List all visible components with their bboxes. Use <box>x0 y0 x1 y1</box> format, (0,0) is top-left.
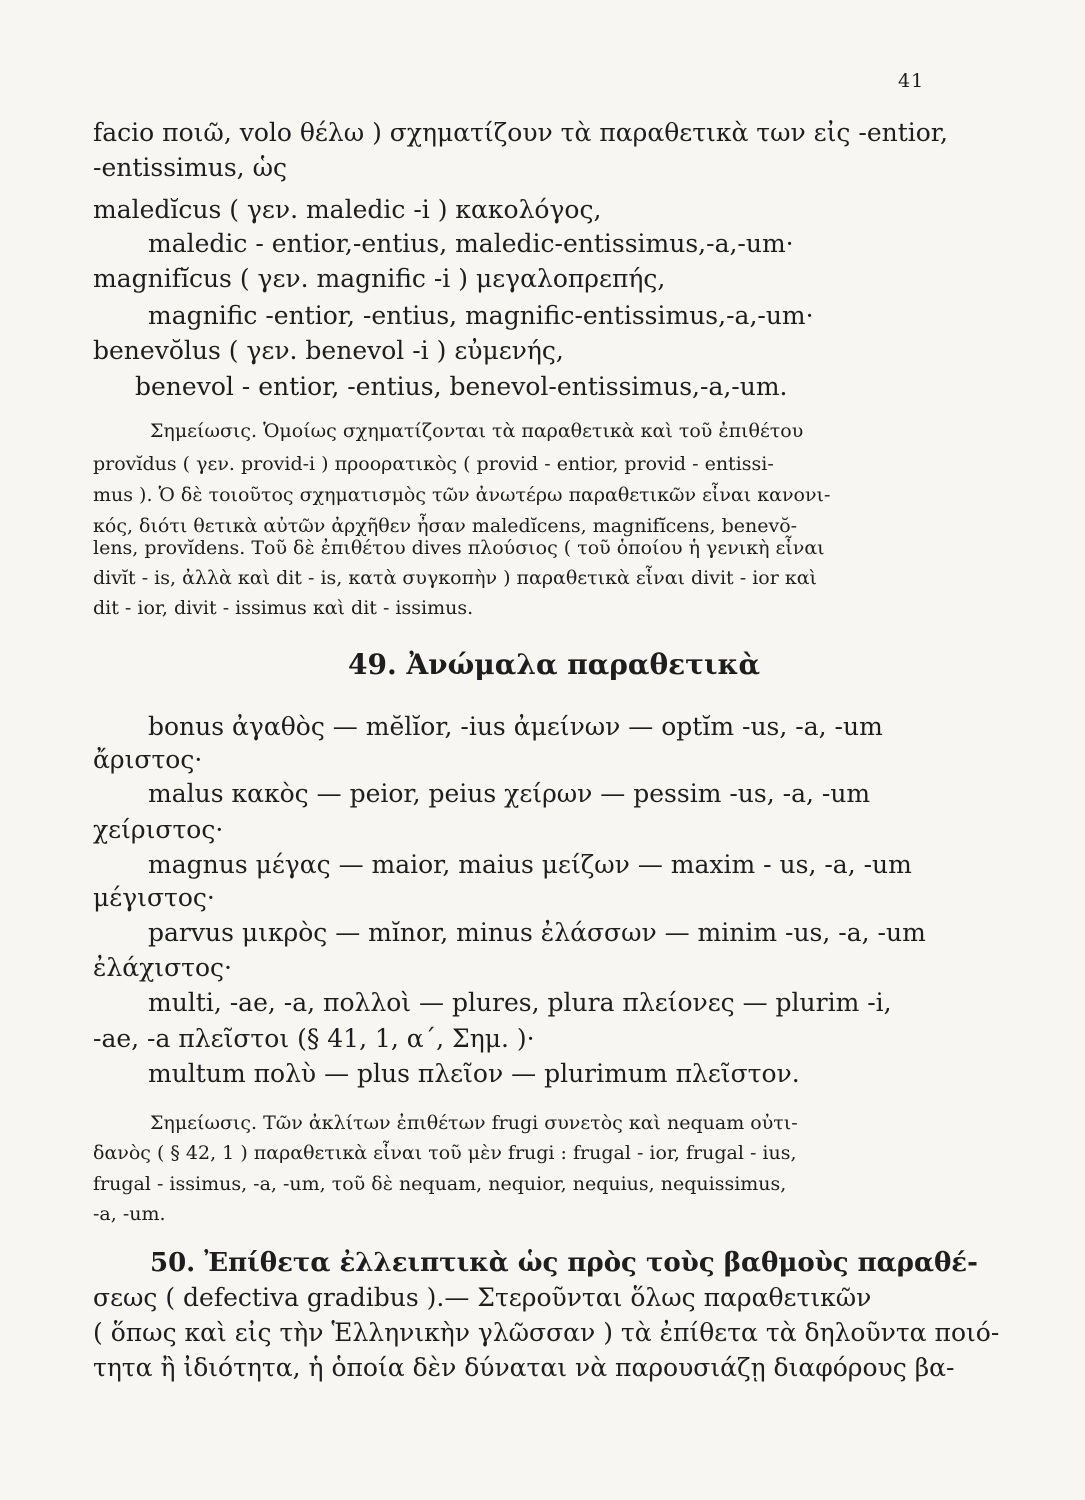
irregular-row: malus κακὸς — peior, peius χείρων — pessim -us, -a, -um <box>148 779 871 808</box>
irregular-row: bonus ἀγαθὸς — mĕlĭor, -ius ἀμείνων — optĭm -us, -a, -um <box>148 712 883 741</box>
text-line: benevŏlus ( γεν. benevol -i ) εὐμενής, <box>93 336 564 365</box>
note-line: Σημείωσις. Τῶν ἀκλίτων ἐπιθέτων frugi συνετὸς καὶ nequam οὐτι- <box>150 1112 798 1134</box>
note-line: dit - ior, divit - issimus καὶ dit - issimus. <box>93 597 474 619</box>
section-heading: 49. Ἀνώμαλα παραθετικὰ <box>348 648 761 681</box>
note-line: κός, διότι θετικὰ αὐτῶν ἀρχῆθεν ἦσαν maledĭcens, magnifĭcens, benevŏ- <box>93 515 798 537</box>
irregular-row: χείριστος· <box>93 815 224 844</box>
text-line: maledĭcus ( γεν. maledic -i ) κακολόγος, <box>93 195 602 224</box>
note-line: Σημείωσις. Ὁμοίως σχηματίζονται τὰ παραθετικὰ καὶ τοῦ ἐπιθέτου <box>150 420 804 442</box>
note-line: frugal - issimus, -a, -um, τοῦ δὲ nequam, nequior, nequius, nequissimus, <box>93 1173 787 1195</box>
note-line: -a, -um. <box>93 1203 166 1225</box>
text-line: facio ποιῶ, volo θέλω ) σχηματίζουν τὰ παραθετικὰ των εἰς -entior, <box>93 118 948 147</box>
irregular-row: multi, -ae, -a, πολλοὶ — plures, plura πλείονες — plurim -i, <box>148 988 892 1017</box>
irregular-row: μέγιστος· <box>93 883 215 912</box>
text-line: -entissimus, ὡς <box>93 153 287 182</box>
note-line: divĭt - is, ἀλλὰ καὶ dit - is, κατὰ συγκοπὴν ) παραθετικὰ εἶναι divit - ior καὶ <box>93 567 817 589</box>
section-text-line: ( ὅπως καὶ εἰς τὴν Ἑλληνικὴν γλῶσσαν ) τὰ ἐπίθετα τὰ δηλοῦντα ποιό- <box>93 1318 1000 1347</box>
text-line: maledic - entior,-entius, maledic-entissimus,-a,-um· <box>148 229 794 258</box>
section-text-line: σεως ( defectiva gradibus ).— Στεροῦνται ὅλως παραθετικῶν <box>93 1283 872 1312</box>
irregular-row: magnus μέγας — maior, maius μείζων — maxim - us, -a, -um <box>148 850 912 879</box>
text-line: magnifĭcus ( γεν. magnific -i ) μεγαλοπρεπής, <box>93 264 666 293</box>
irregular-row: ἄριστος· <box>93 745 203 774</box>
irregular-row: ἐλάχιστος· <box>93 953 232 982</box>
note-line: provĭdus ( γεν. provid-i ) προορατικὸς ( provid - entior, provid - entissi- <box>93 453 774 475</box>
note-line: mus ). Ὁ δὲ τοιοῦτος σχηματισμὸς τῶν ἀνωτέρω παραθετικῶν εἶναι κανονι- <box>93 484 831 506</box>
section-heading-line: 50. Ἐπίθετα ἐλλειπτικὰ ὡς πρὸς τοὺς βαθμοὺς παραθέ- <box>150 1248 978 1278</box>
section-text-line: τητα ἢ ἰδιότητα, ἡ ὁποία δὲν δύναται νὰ παρουσιάζῃ διαφόρους βα- <box>93 1353 955 1382</box>
page-number: 41 <box>898 70 925 92</box>
irregular-row: multum πολὺ — plus πλεῖον — plurimum πλεῖστον. <box>148 1059 800 1088</box>
note-line: δανὸς ( § 42, 1 ) παραθετικὰ εἶναι τοῦ μὲν frugi : frugal - ior, frugal - ius, <box>93 1142 797 1164</box>
note-line: lens, provĭdens. Τοῦ δὲ ἐπιθέτου dives πλούσιος ( τοῦ ὁποίου ἡ γενικὴ εἶναι <box>93 537 825 559</box>
irregular-row: parvus μικρὸς — mĭnor, minus ἐλάσσων — minim -us, -a, -um <box>148 918 926 947</box>
text-line: magnific -entior, -entius, magnific-entissimus,-a,-um· <box>148 301 814 330</box>
text-line: benevol - entior, -entius, benevol-entissimus,-a,-um. <box>135 372 788 401</box>
irregular-row: -ae, -a πλεῖστοι (§ 41, 1, α΄, Σημ. )· <box>93 1024 535 1053</box>
